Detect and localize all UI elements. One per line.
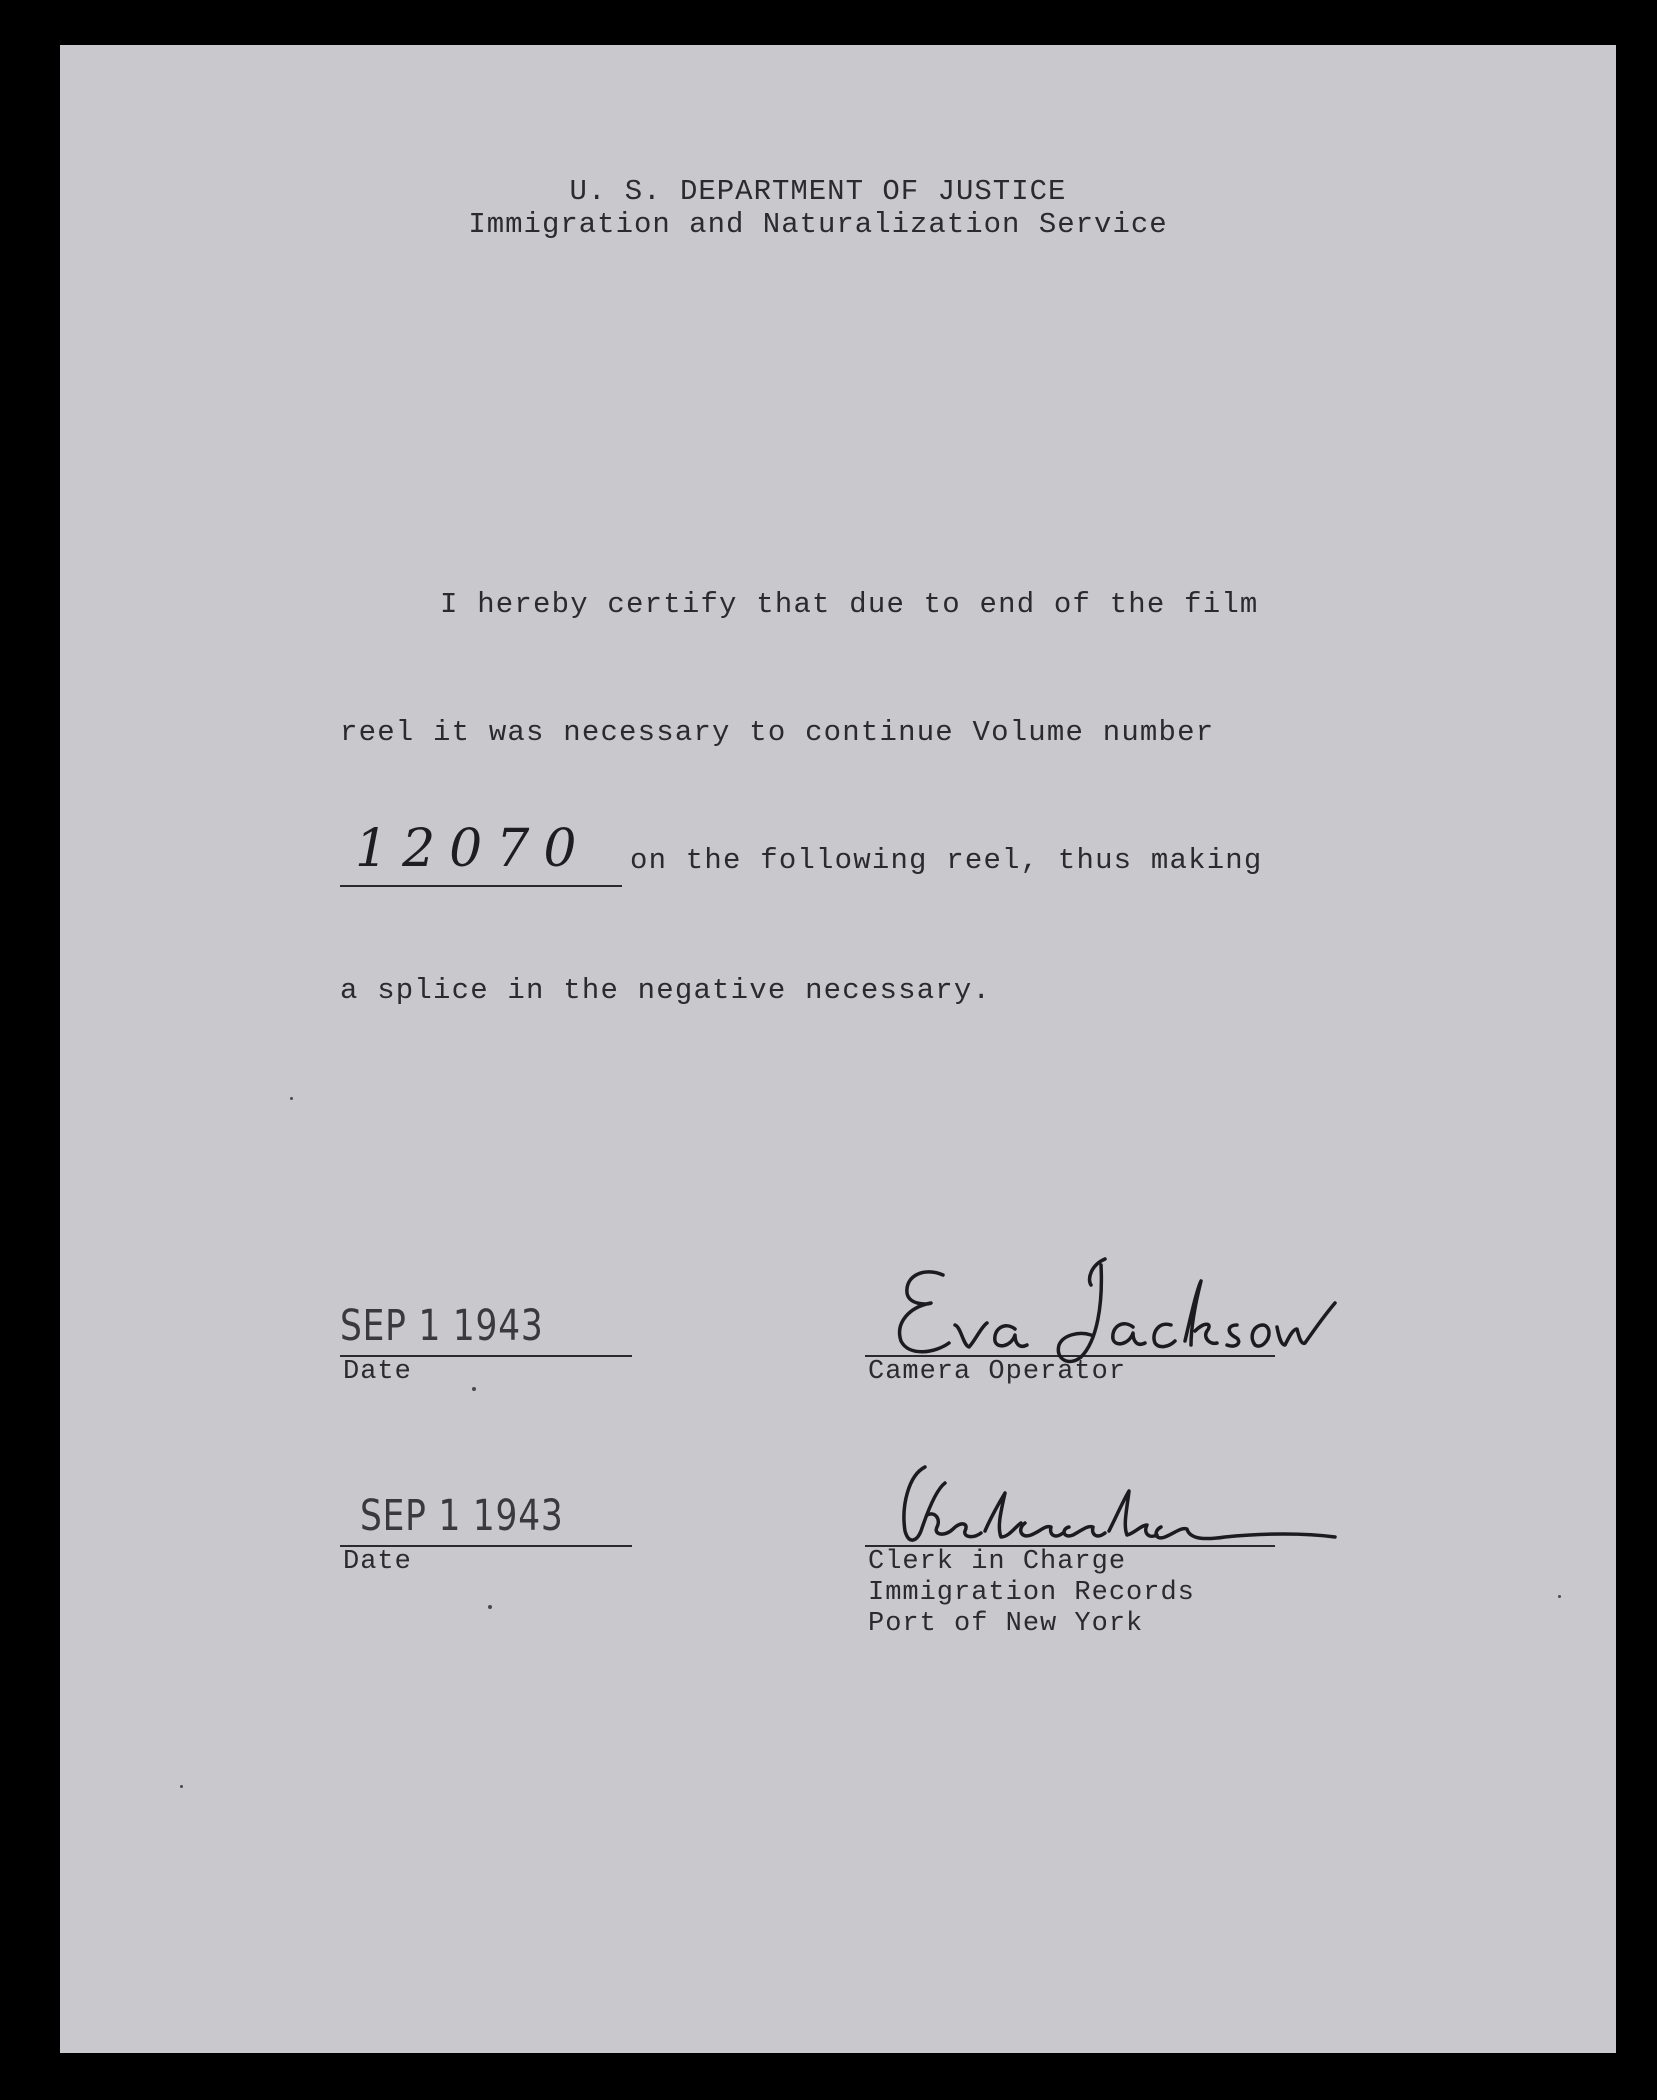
clerk-title-line-2: Immigration Records <box>868 1578 1195 1608</box>
date-stamp-1: SEP 1 1943 <box>340 1301 544 1351</box>
service-heading: Immigration and Naturalization Service <box>468 208 1168 241</box>
scan-speck <box>180 1785 183 1788</box>
volume-number-field <box>340 819 622 887</box>
date-label-2: Date <box>343 1547 412 1577</box>
date-stamp-2: SEP 1 1943 <box>360 1491 564 1541</box>
document-page <box>60 45 1616 2053</box>
scan-speck <box>290 1097 293 1100</box>
scan-speck <box>472 1387 476 1391</box>
date-label-1: Date <box>343 1357 412 1387</box>
date-field-2 <box>340 1485 632 1547</box>
certification-line-2: reel it was necessary to continue Volume number <box>340 716 1215 749</box>
clerk-signature-field <box>865 1445 1275 1547</box>
scan-speck <box>1558 1595 1561 1598</box>
certification-line-3: on the following reel, thus making <box>630 844 1263 877</box>
clerk-title-line-1: Clerk in Charge <box>868 1547 1127 1577</box>
clerk-title-line-3: Port of New York <box>868 1609 1144 1639</box>
date-field-1 <box>340 1295 632 1357</box>
certification-line-4: a splice in the negative necessary. <box>340 974 992 1007</box>
certification-line-1: I hereby certify that due to end of the film <box>440 588 1259 621</box>
operator-signature-field <box>865 1245 1275 1357</box>
department-heading: U. S. DEPARTMENT OF JUSTICE <box>569 175 1067 208</box>
scan-speck <box>488 1605 492 1609</box>
clerk-signature-icon <box>865 1445 1425 1555</box>
clerk-title-block <box>868 1547 1195 1640</box>
volume-number-handwritten: 12070 <box>355 819 591 879</box>
operator-signature-icon <box>865 1245 1385 1365</box>
camera-operator-label: Camera Operator <box>868 1357 1127 1387</box>
